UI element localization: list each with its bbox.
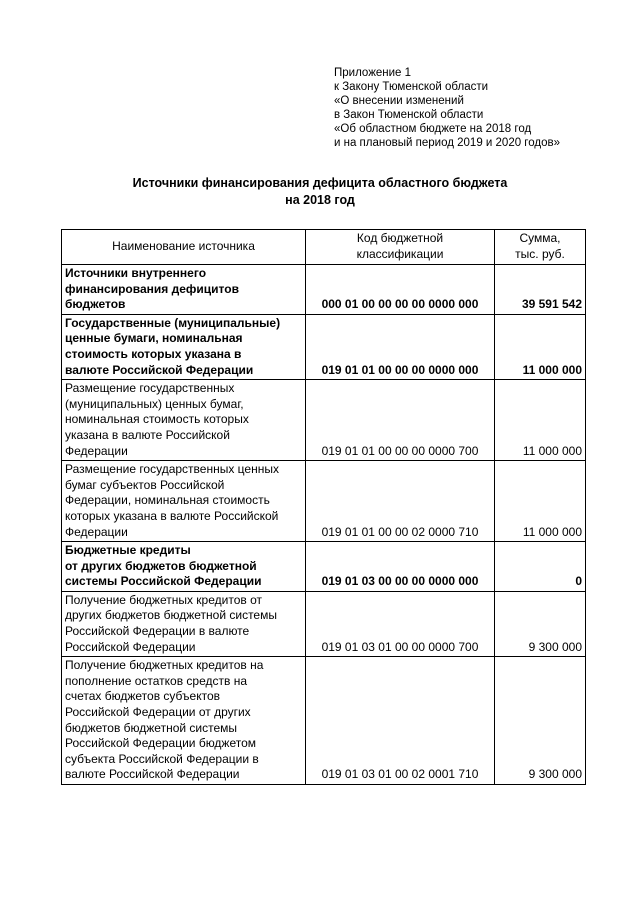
budget-code-cell: 019 01 03 01 00 02 0001 710: [306, 657, 495, 785]
source-name-line: Федерации: [65, 443, 128, 458]
table-body: [62, 265, 586, 785]
source-name-line: Российской Федерации от других: [65, 705, 251, 720]
header-code-line: классификации: [356, 247, 444, 261]
source-name-line: системы Российской Федерации: [65, 574, 262, 589]
table-row: [62, 461, 586, 542]
source-name-line: (муниципальных) ценных бумаг,: [65, 396, 244, 411]
source-name-line: указана в валюте Российской: [65, 427, 230, 442]
source-name-line: счетах бюджетов субъектов: [65, 689, 220, 704]
budget-sources-table: [61, 229, 586, 785]
amount-cell: 9 300 000: [495, 591, 586, 656]
source-name-cell: [62, 314, 306, 379]
source-name-line: валюте Российской Федерации: [65, 767, 240, 782]
table-row: [62, 314, 586, 379]
title-line-1: Источники финансирования дефицита областного бюджета: [132, 176, 508, 190]
source-name-line: бюджетов: [65, 297, 126, 312]
source-name-line: Размещение государственных ценных: [65, 462, 279, 477]
header-name: [62, 230, 306, 265]
source-name-line: субъекта Российской Федерации в: [65, 751, 259, 766]
source-name-line: от других бюджетов бюджетной: [65, 558, 257, 573]
appendix-line: «Об областном бюджете на 2018 год: [334, 123, 532, 135]
table-row: [62, 657, 586, 785]
source-name-cell: [62, 591, 306, 656]
source-name-line: Размещение государственных: [65, 381, 235, 396]
source-name-line: ценные бумаги, номинальная: [65, 331, 243, 346]
table-row: [62, 591, 586, 656]
source-name-line: Получение бюджетных кредитов от: [65, 592, 262, 607]
header-sum-line: Сумма,: [519, 231, 561, 246]
budget-code-cell: 019 01 01 00 00 00 0000 000: [306, 314, 495, 379]
budget-code-cell: 019 01 01 00 00 02 0000 710: [306, 461, 495, 542]
amount-cell: 9 300 000: [495, 657, 586, 785]
source-name-line: Получение бюджетных кредитов на: [65, 658, 264, 673]
budget-code-cell: 000 01 00 00 00 00 0000 000: [306, 265, 495, 315]
appendix-line: к Закону Тюменской области: [334, 81, 489, 93]
table-row: [62, 265, 586, 315]
header-code-line: Код бюджетной: [356, 231, 444, 246]
source-name-line: бумаг субъектов Российской: [65, 477, 225, 492]
appendix-line: и на плановый период 2019 и 2020 годов»: [334, 137, 560, 149]
source-name-line: Источники внутреннего: [65, 266, 207, 280]
source-name-line: Российской Федерации: [65, 639, 196, 654]
header-sum: [495, 230, 586, 265]
source-name-line: стоимость которых указана в: [65, 346, 242, 361]
source-name-cell: [62, 461, 306, 542]
source-name-line: Федерации: [65, 524, 128, 539]
table-row: [62, 380, 586, 461]
source-name-line: номинальная стоимость которых: [65, 412, 249, 427]
budget-code-cell: 019 01 03 00 00 00 0000 000: [306, 542, 495, 592]
amount-cell: 11 000 000: [495, 461, 586, 542]
source-name-line: валюте Российской Федерации: [65, 362, 254, 377]
source-name-line: которых указана в валюте Российской: [65, 508, 279, 523]
source-name-line: Российской Федерации в валюте: [65, 624, 250, 639]
source-name-cell: [62, 542, 306, 592]
header-sum-line: тыс. руб.: [515, 247, 565, 261]
appendix-line: Приложение 1: [334, 67, 412, 79]
budget-code-cell: 019 01 03 01 00 00 0000 700: [306, 591, 495, 656]
source-name-line: бюджетов бюджетной системы: [65, 720, 238, 735]
source-name-line: финансирования дефицитов: [65, 281, 239, 296]
source-name-line: Российской Федерации бюджетом: [65, 736, 257, 751]
appendix-block: [334, 66, 560, 150]
header-code: [306, 230, 495, 265]
source-name-cell: [62, 265, 306, 315]
appendix-line: в Закон Тюменской области: [334, 109, 484, 121]
amount-cell: 11 000 000: [495, 314, 586, 379]
source-name-line: Государственные (муниципальные): [65, 315, 281, 330]
appendix-line: «О внесении изменений: [334, 95, 464, 107]
amount-cell: 0: [495, 542, 586, 592]
amount-cell: 11 000 000: [495, 380, 586, 461]
table-header-row: [62, 230, 586, 265]
source-name-line: других бюджетов бюджетной системы: [65, 608, 277, 623]
title-line-2: на 2018 год: [285, 193, 355, 207]
header-name-label: Наименование источника: [112, 239, 255, 254]
source-name-cell: [62, 380, 306, 461]
source-name-line: Бюджетные кредиты: [65, 543, 191, 558]
amount-cell: 39 591 542: [495, 265, 586, 315]
source-name-line: пополнение остатков средств на: [65, 673, 248, 688]
document-title: [0, 175, 640, 209]
source-name-cell: [62, 657, 306, 785]
budget-code-cell: 019 01 01 00 00 00 0000 700: [306, 380, 495, 461]
source-name-line: Федерации, номинальная стоимость: [65, 493, 270, 508]
table-row: [62, 542, 586, 592]
